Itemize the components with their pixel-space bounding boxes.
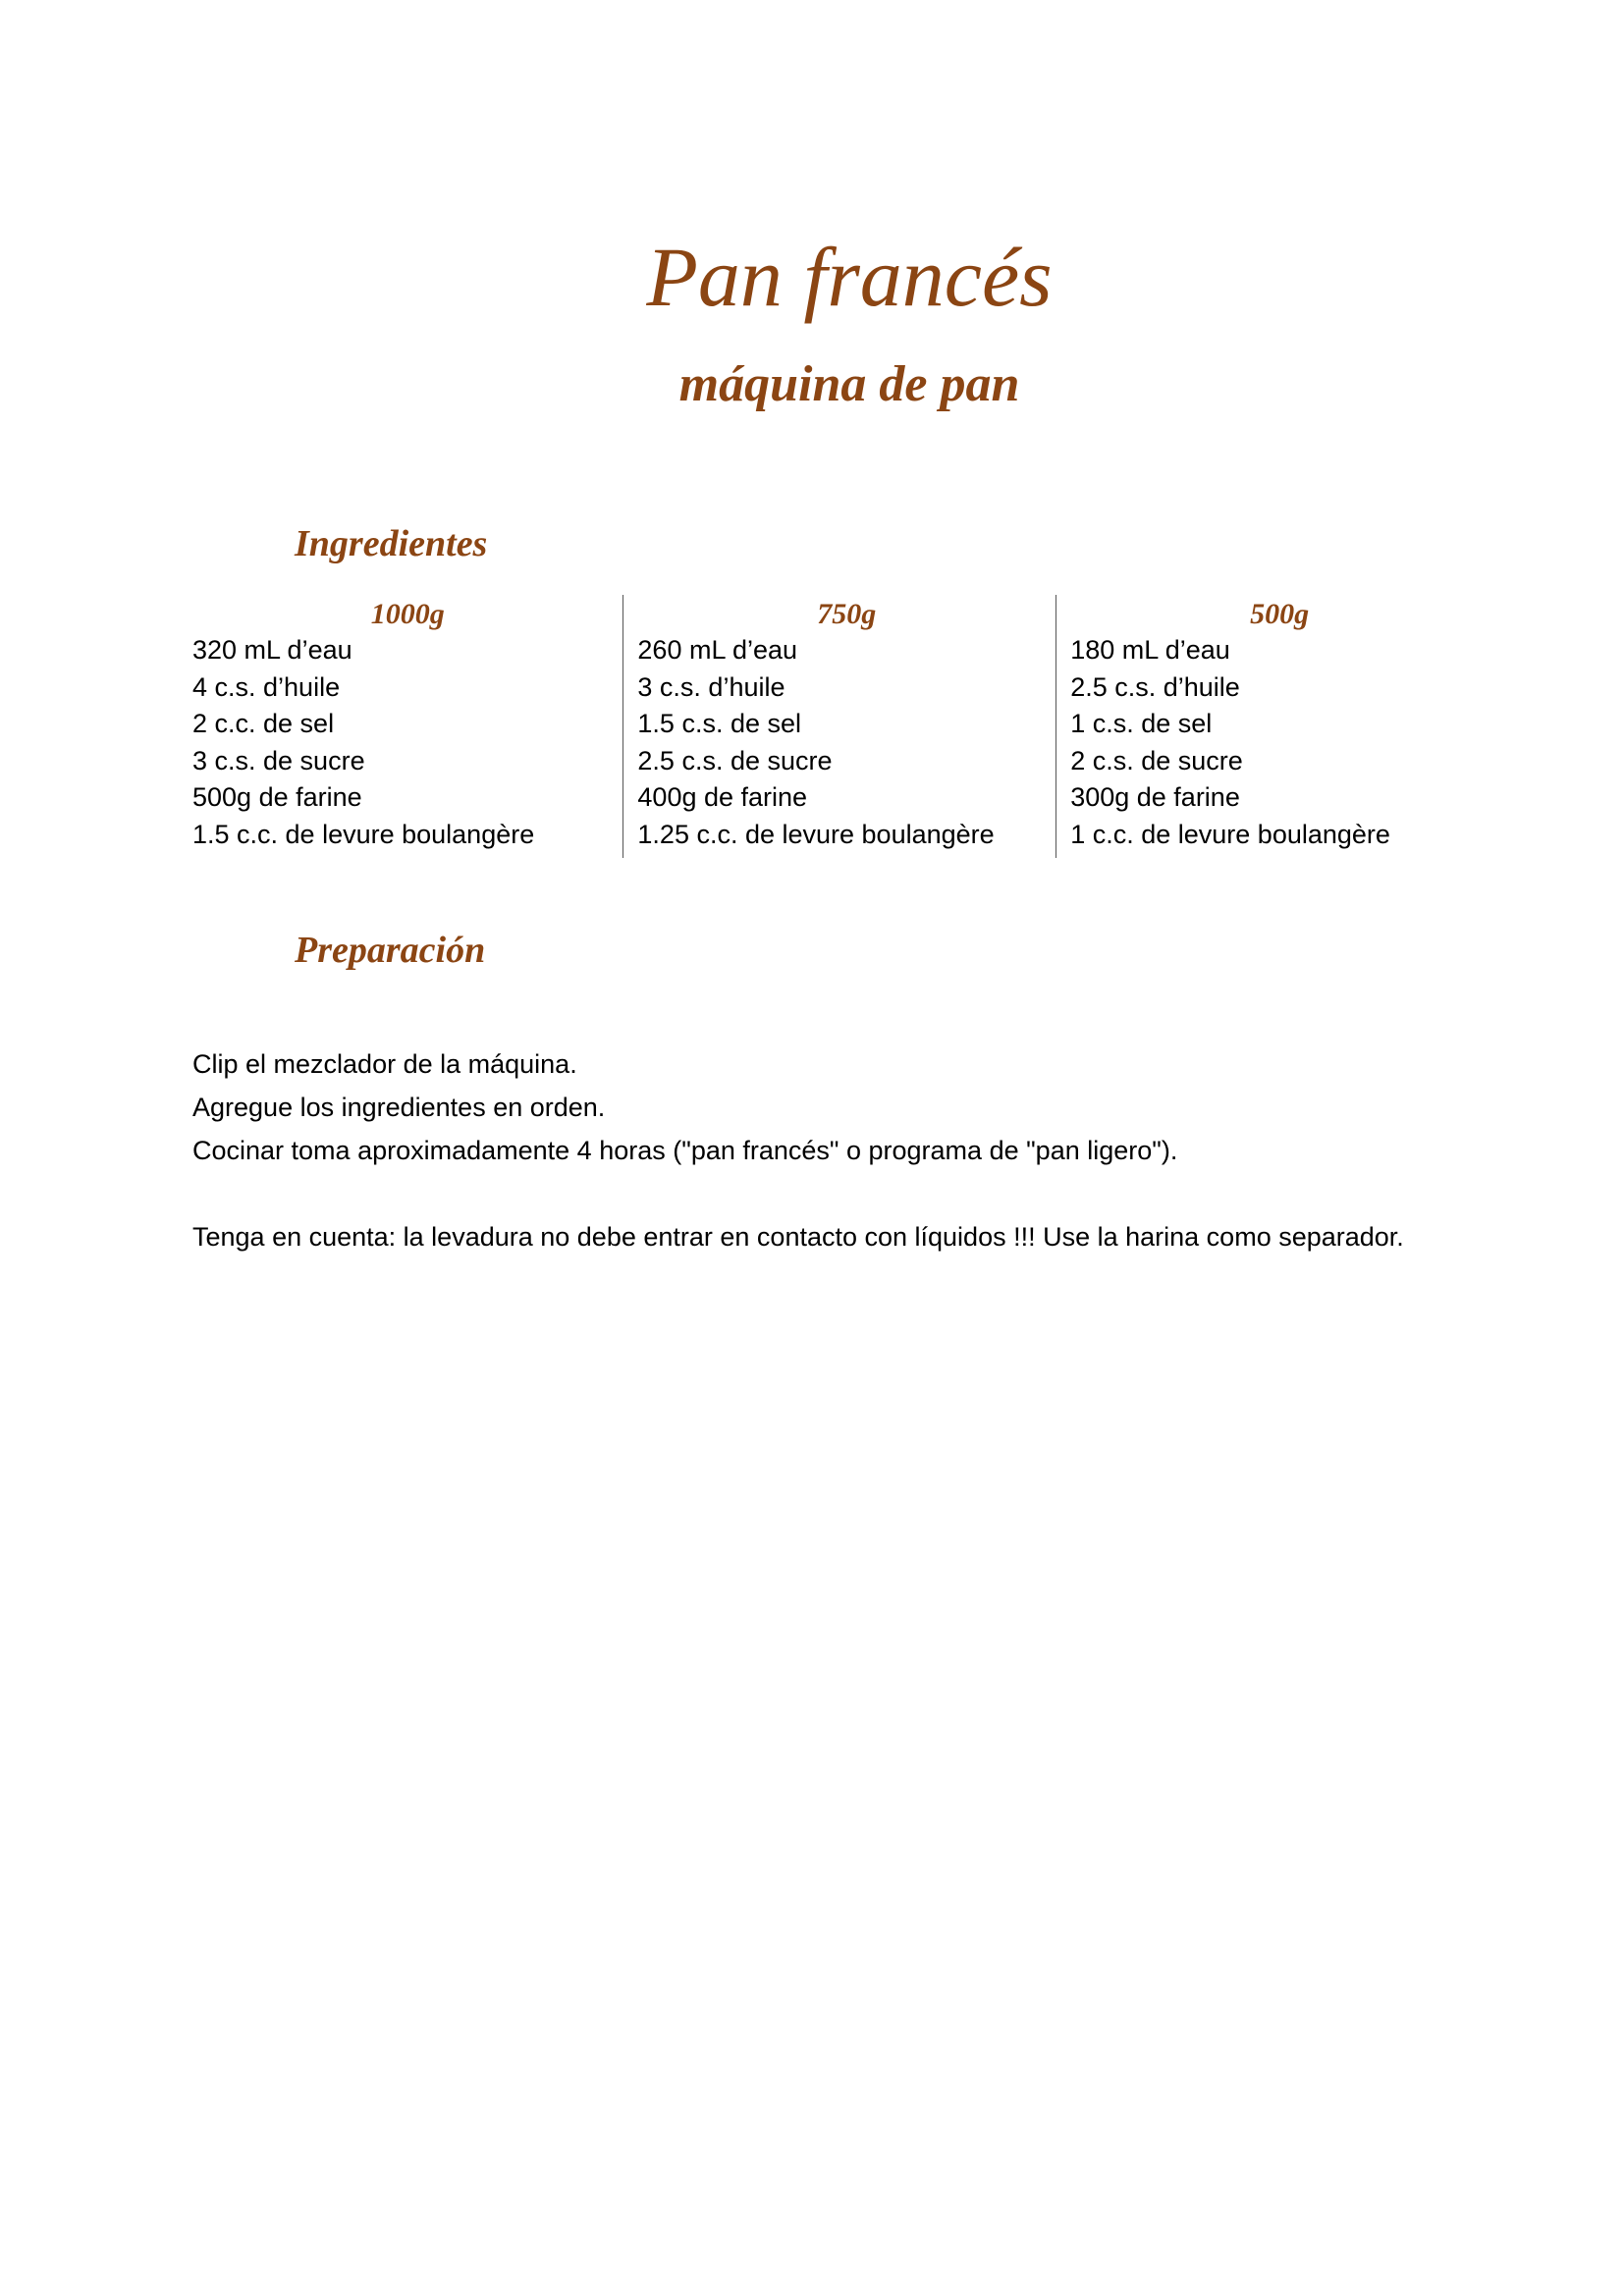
ingredient-item: 500g de farine xyxy=(192,782,362,812)
recipe-title: Pan francés xyxy=(646,230,1053,324)
column-header: 1000g xyxy=(370,598,445,630)
ingredient-list xyxy=(1070,632,1489,853)
ingredient-item: 4 c.s. d’huile xyxy=(192,671,341,702)
column-header: 750g xyxy=(817,598,877,630)
ingredient-item: 1.5 c.c. de levure boulangère xyxy=(192,819,535,849)
recipe-subtitle: máquina de pan xyxy=(678,356,1020,412)
ingredient-item: 2 c.c. de sel xyxy=(192,709,335,738)
ingredient-list xyxy=(637,632,1056,853)
preparation-heading: Preparación xyxy=(295,930,486,971)
ingredient-item: 2.5 c.s. d’huile xyxy=(1070,671,1240,702)
ingredient-list xyxy=(192,632,623,853)
ingredients-heading: Ingredientes xyxy=(295,523,488,564)
ingredients-table xyxy=(192,595,1489,858)
ingredient-item: 1 c.c. de levure boulangère xyxy=(1070,819,1390,849)
ingredient-item: 260 mL d’eau xyxy=(637,635,798,665)
ingredients-column-500g xyxy=(1056,595,1489,858)
ingredient-item: 1.25 c.c. de levure boulangère xyxy=(637,819,995,849)
ingredient-item: 1.5 c.s. de sel xyxy=(637,709,801,738)
ingredient-item: 180 mL d’eau xyxy=(1070,635,1230,665)
ingredients-column-1000g xyxy=(192,595,623,858)
ingredient-item: 3 c.s. de sucre xyxy=(192,745,365,775)
ingredient-item: 400g de farine xyxy=(637,782,808,812)
ingredients-column-750g xyxy=(623,595,1056,858)
column-header: 500g xyxy=(1250,598,1310,630)
ingredient-item: 2.5 c.s. de sucre xyxy=(637,745,833,775)
preparation-body xyxy=(192,1042,1547,1258)
ingredient-item: 1 c.s. de sel xyxy=(1070,709,1213,738)
ingredient-item: 300g de farine xyxy=(1070,782,1240,812)
preparation-step: Clip el mezclador de la máquina. xyxy=(192,1049,577,1079)
ingredient-item: 3 c.s. d’huile xyxy=(637,671,785,702)
preparation-step: Agregue los ingredientes en orden. xyxy=(192,1093,606,1122)
preparation-note: Tenga en cuenta: la levadura no debe entrar en contacto con líquidos !!! Use la harina como separador. xyxy=(192,1222,1404,1252)
ingredient-item: 2 c.s. de sucre xyxy=(1070,745,1243,775)
ingredient-item: 320 mL d’eau xyxy=(192,635,352,665)
preparation-step: Cocinar toma aproximadamente 4 horas ("pan francés" o programa de "pan ligero"). xyxy=(192,1136,1178,1165)
